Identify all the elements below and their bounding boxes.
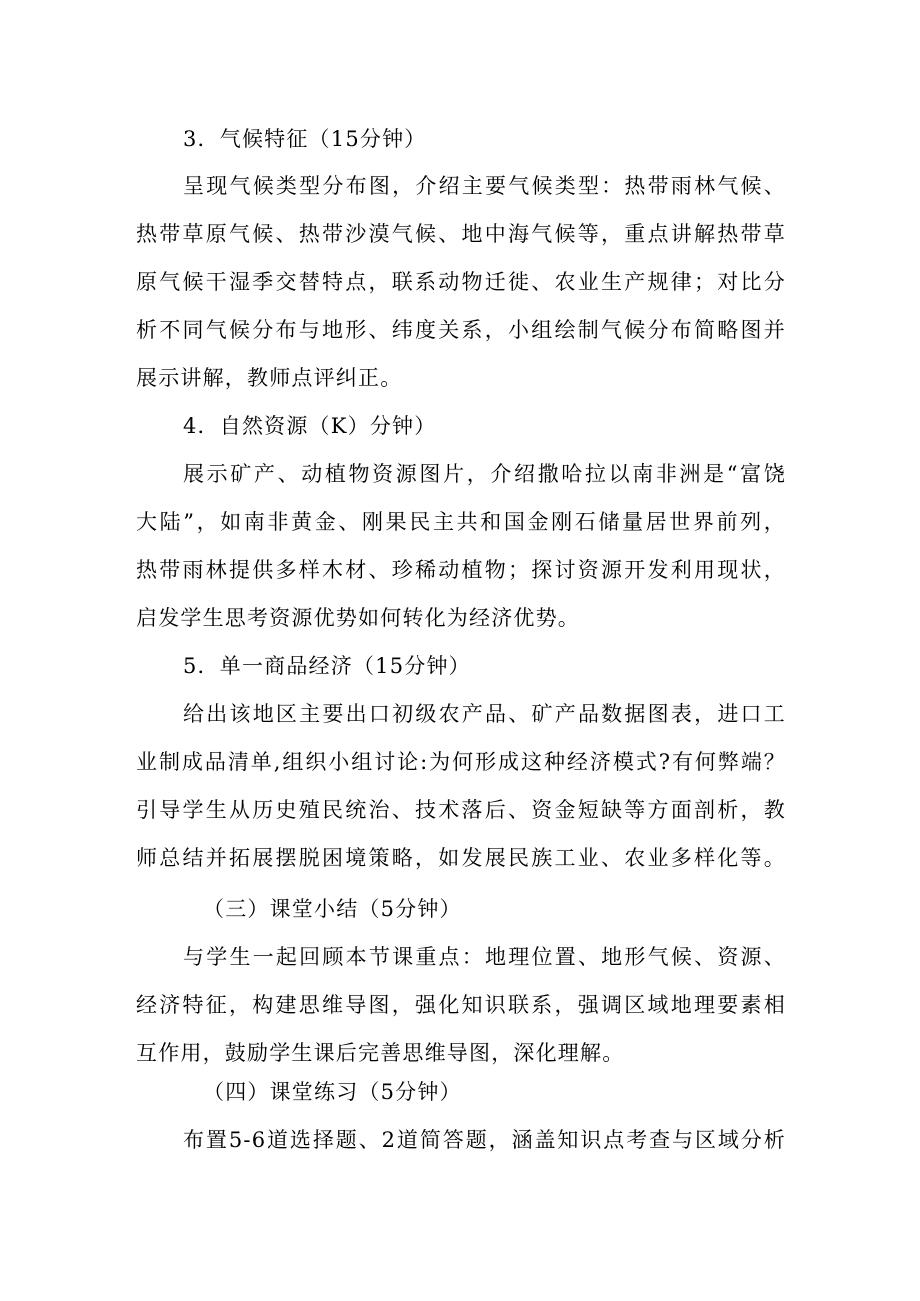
paragraph-line: 热带雨林提供多样木材、珍稀动植物；探讨资源开发利用现状， — [136, 558, 786, 582]
paragraph-line: 与学生一起回顾本节课重点：地理位置、地形气候、资源、 — [183, 945, 786, 969]
paragraph-line: 展示矿产、动植物资源图片，介绍撒哈拉以南非洲是“富饶 — [183, 462, 786, 486]
section-heading-summary: （三）课堂小结（5分钟） — [203, 897, 462, 921]
section-heading-climate: 3．气候特征（15分钟） — [183, 127, 427, 151]
section-heading-resources: 4．自然资源（K）分钟） — [183, 414, 437, 438]
paragraph-line: 呈现气候类型分布图，介绍主要气候类型：热带雨林气候、 — [183, 174, 786, 198]
paragraph-line: 师总结并拓展摆脱困境策略，如发展民族工业、农业多样化等。 — [136, 846, 786, 870]
paragraph-line: 原气候干湿季交替特点，联系动物迁徙、农业生产规律；对比分 — [136, 270, 786, 294]
paragraph-line: 引导学生从历史殖民统治、技术落后、资金短缺等方面剖析，教 — [136, 798, 786, 822]
paragraph-line: 展示讲解，教师点评纠正。 — [136, 366, 403, 390]
paragraph-line: 热带草原气候、热带沙漠气候、地中海气候等，重点讲解热带草 — [136, 222, 786, 246]
paragraph-line: 业制成品清单,组织小组讨论:为何形成这种经济模式?有何弊端？ — [136, 750, 786, 774]
paragraph-line: 给出该地区主要出口初级农产品、矿产品数据图表，进口工 — [183, 702, 786, 726]
paragraph-line: 启发学生思考资源优势如何转化为经济优势。 — [136, 606, 580, 630]
paragraph-line: 互作用，鼓励学生课后完善思维导图，深化理解。 — [136, 1041, 625, 1065]
paragraph-line: 经济特征，构建思维导图，强化知识联系，强调区域地理要素相 — [136, 993, 786, 1017]
section-heading-exercises: （四）课堂练习（5分钟） — [203, 1080, 462, 1104]
section-heading-economy: 5．单一商品经济（15分钟） — [183, 654, 471, 678]
paragraph-line: 析不同气候分布与地形、纬度关系，小组绘制气候分布简略图并 — [136, 318, 786, 342]
paragraph-line: 布置5-6道选择题、2道简答题，涵盖知识点考查与区域分析 — [183, 1128, 786, 1152]
paragraph-line: 大陆”，如南非黄金、刚果民主共和国金刚石储量居世界前列， — [136, 510, 786, 534]
